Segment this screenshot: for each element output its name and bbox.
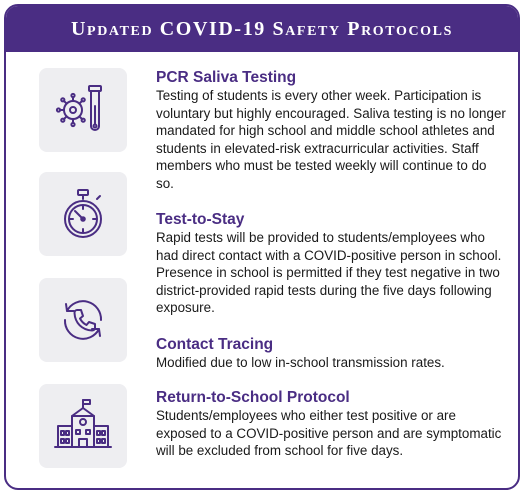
section-contact-tracing [156, 335, 506, 372]
saliva-test-tube-icon [39, 68, 127, 152]
page-title: Updated COVID-19 Safety Protocols [71, 17, 453, 40]
school-building-icon [39, 384, 127, 468]
section-return-to-school [156, 388, 506, 460]
phone-callback-icon [39, 278, 127, 362]
header-banner [6, 6, 518, 52]
section-body: Testing of students is every other week. Participation is voluntary but highly encouraged. Saliva testing is no longer mandated for high school and middle school athletes and students in elevated-risk extracurricular activities. Staff members who must be tested weekly will continue to do so. [156, 88, 506, 191]
section-title: Return-to-School Protocol [156, 389, 350, 406]
section-title: Contact Tracing [156, 336, 274, 353]
stopwatch-icon [39, 172, 127, 256]
section-test-to-stay [156, 210, 506, 317]
section-title: PCR Saliva Testing [156, 69, 297, 86]
section-pcr-saliva-testing [156, 68, 506, 193]
section-body: Modified due to low in-school transmission rates. [156, 355, 445, 370]
section-title: Test-to-Stay [156, 211, 245, 228]
section-body: Students/employees who either test positive or are exposed to a COVID-positive person and are symptomatic will be excluded from school for five days. [156, 408, 502, 459]
protocols-card [4, 4, 520, 490]
section-body: Rapid tests will be provided to students/employees who had direct contact with a COVID-positive person in school. Presence in school is permitted if they test negative in two district-provided rapid tests during the five days following exposure. [156, 230, 502, 316]
